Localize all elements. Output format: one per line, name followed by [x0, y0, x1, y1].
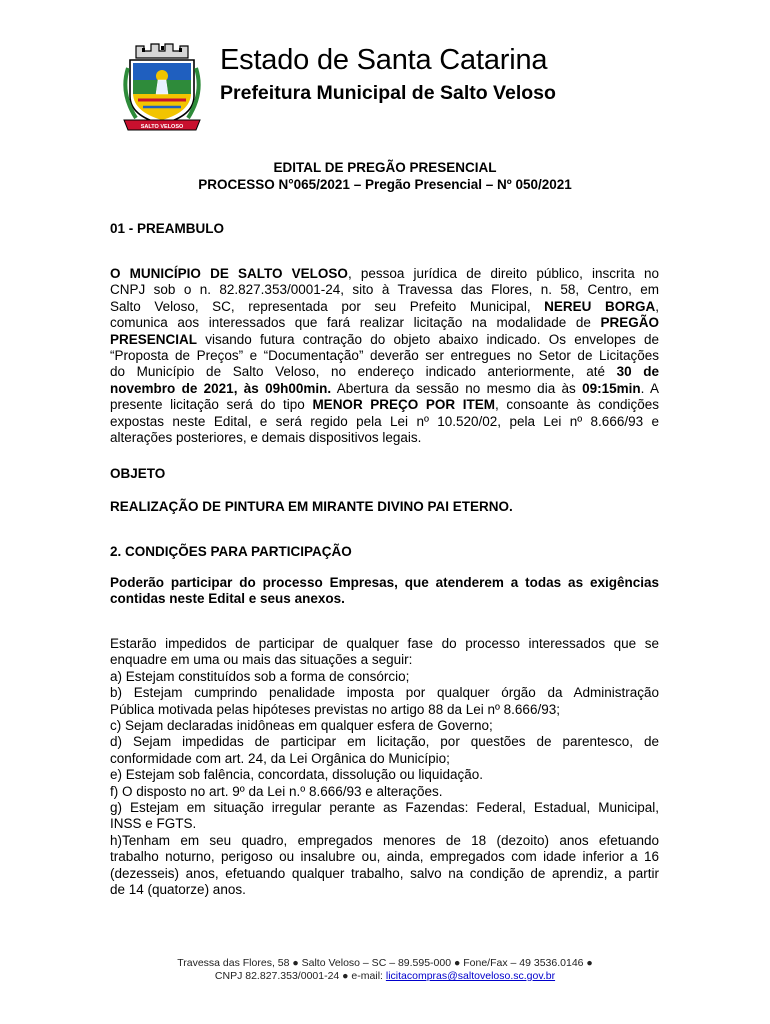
- preambulo-text-run: CNPJ sob o n. 82.827.353/0001-24, sito à Travessa das Flores, n. 58, Centro, em: [110, 282, 659, 298]
- footer-cnpj: CNPJ 82.827.353/0001-24 ● e-mail:: [214, 970, 386, 982]
- preambulo-line: [110, 266, 659, 282]
- condicoes-list-line: enquadre em uma ou mais das situações a seguir:: [110, 652, 413, 668]
- preambulo-text-run: NEREU BORGA: [544, 298, 656, 314]
- preambulo-text-run: PREGÃO: [600, 315, 659, 331]
- header-state-title: Estado de Santa Catarina: [220, 44, 548, 76]
- preambulo-line: [110, 315, 659, 331]
- condicoes-list-line: b) Estejam cumprindo penalidade imposta por qualquer órgão da Administração: [110, 685, 659, 701]
- preambulo-text-run: MENOR PREÇO POR ITEM: [312, 397, 496, 413]
- preambulo-line: [110, 282, 659, 298]
- preambulo-text-run: Abertura da sessão no mesmo dia às: [331, 380, 583, 396]
- preambulo-line: [110, 430, 659, 446]
- preambulo-line: [110, 414, 659, 430]
- preambulo-text-run: O MUNICÍPIO DE SALTO VELOSO: [110, 266, 348, 281]
- preambulo-text-run: 09:15min: [582, 380, 641, 396]
- preambulo-text-run: , pessoa jurídica de direito público, inscrita no: [347, 266, 659, 281]
- preambulo-text-run: . A: [640, 380, 659, 396]
- preambulo-line: [110, 348, 659, 364]
- condicoes-list-line: f) O disposto no art. 9º da Lei n.º 8.666/93 e alterações.: [110, 783, 443, 799]
- condicoes-list-line: h)Tenham em seu quadro, empregados menores de 18 (dezoito) anos efetuando: [110, 832, 659, 848]
- condicoes-list-line: conformidade com art. 24, da Lei Orgânica do Município;: [110, 750, 450, 766]
- condicoes-heading: 2. CONDIÇÕES PARA PARTICIPAÇÃO: [110, 544, 352, 559]
- preambulo-line: [110, 364, 659, 380]
- preambulo-text-run: do Município de Salto Veloso, no endereço indicado anteriormente, até: [110, 364, 617, 380]
- condicoes-list-line: trabalho noturno, perigoso ou insalubre ou, ainda, empregados com idade inferior a 16: [110, 849, 659, 865]
- preambulo-text-run: visando futura contração do objeto abaixo indicado. Os envelopes de: [197, 331, 659, 347]
- document-title: [0, 159, 770, 193]
- condicoes-list-line: a) Estejam constituídos sob a forma de consórcio;: [110, 668, 410, 684]
- preambulo-line: [110, 332, 659, 348]
- condicoes-list-line: Estarão impedidos de participar de qualquer fase do processo interessados que se: [110, 636, 659, 651]
- condicoes-list: [110, 636, 659, 899]
- preambulo-line: [110, 299, 659, 315]
- condicoes-list-line: INSS e FGTS.: [110, 816, 197, 832]
- condicoes-intro: [110, 575, 659, 608]
- preambulo-text-run: PRESENCIAL: [110, 331, 198, 347]
- title-line-2: PROCESSO N°065/2021 – Pregão Presencial – Nº 050/2021: [198, 177, 572, 192]
- page-footer: [0, 957, 770, 983]
- crest-banner-text: SALTO VELOSO: [140, 124, 184, 130]
- condicoes-list-line: (dezesseis) anos, efetuando qualquer trabalho, salvo na condição de aprendiz, a partir: [110, 865, 659, 881]
- preambulo-text-run: presente licitação será do tipo: [110, 397, 313, 413]
- condicoes-list-line: d) Sejam impedidas de participar em licitação, por questões de parentesco, de: [110, 734, 659, 750]
- preambulo-text-run: ,: [655, 298, 660, 314]
- municipal-coat-of-arms-icon: [118, 38, 206, 133]
- preambulo-text-run: alterações posteriores, e demais dispositivos legais.: [110, 430, 422, 446]
- footer-email-link[interactable]: licitacompras@saltoveloso.sc.gov.br: [385, 970, 556, 982]
- condicoes-list-line: de 14 (quatorze) anos.: [110, 882, 246, 898]
- preambulo-text-run: Salto Veloso, SC, representada por seu Prefeito Municipal,: [110, 298, 545, 314]
- footer-contact: [0, 970, 770, 983]
- footer-address: Travessa das Flores, 58 ● Salto Veloso – SC – 89.595-000 ● Fone/Fax – 49 3536.0146 ●: [177, 957, 593, 969]
- condicoes-list-line: c) Sejam declaradas inidôneas em qualquer esfera de Governo;: [110, 718, 493, 734]
- preambulo-text-run: 30 de: [616, 364, 659, 380]
- preambulo-line: [110, 381, 659, 397]
- preambulo-text-run: , consoante às condições: [495, 397, 659, 413]
- condicoes-list-line: e) Estejam sob falência, concordata, dissolução ou liquidação.: [110, 767, 483, 783]
- preambulo-text-run: novembro de 2021, às 09h00min.: [110, 380, 332, 396]
- preambulo-text-run: comunica aos interessados que fará realizar licitação na modalidade de: [110, 315, 601, 331]
- condicoes-list-line: g) Estejam em situação irregular perante as Fazendas: Federal, Estadual, Municipal,: [110, 800, 659, 816]
- preambulo-line: [110, 397, 659, 413]
- preambulo-paragraph: [110, 266, 659, 446]
- preambulo-text-run: expostas neste Edital, e será regido pela Lei nº 10.520/02, pela Lei nº 8.666/93 e: [110, 413, 659, 429]
- header-prefeitura-title: Prefeitura Municipal de Salto Veloso: [220, 82, 556, 104]
- condicoes-intro-line: Poderão participar do processo Empresas, que atenderem a todas as exigências: [110, 575, 659, 590]
- condicoes-list-line: Pública motivada pelas hipóteses previstas no artigo 88 da Lei nº 8.666/93;: [110, 701, 560, 717]
- condicoes-intro-line: contidas neste Edital e seus anexos.: [110, 591, 345, 607]
- preambulo-text-run: “Proposta de Preços” e “Documentação” deverão ser entregues no Setor de Licitações: [110, 348, 659, 364]
- objeto-heading: OBJETO: [110, 466, 166, 481]
- title-line-1: EDITAL DE PREGÃO PRESENCIAL: [273, 160, 497, 175]
- preambulo-heading: 01 - PREAMBULO: [110, 221, 225, 236]
- objeto-text: REALIZAÇÃO DE PINTURA EM MIRANTE DIVINO PAI ETERNO.: [110, 499, 513, 514]
